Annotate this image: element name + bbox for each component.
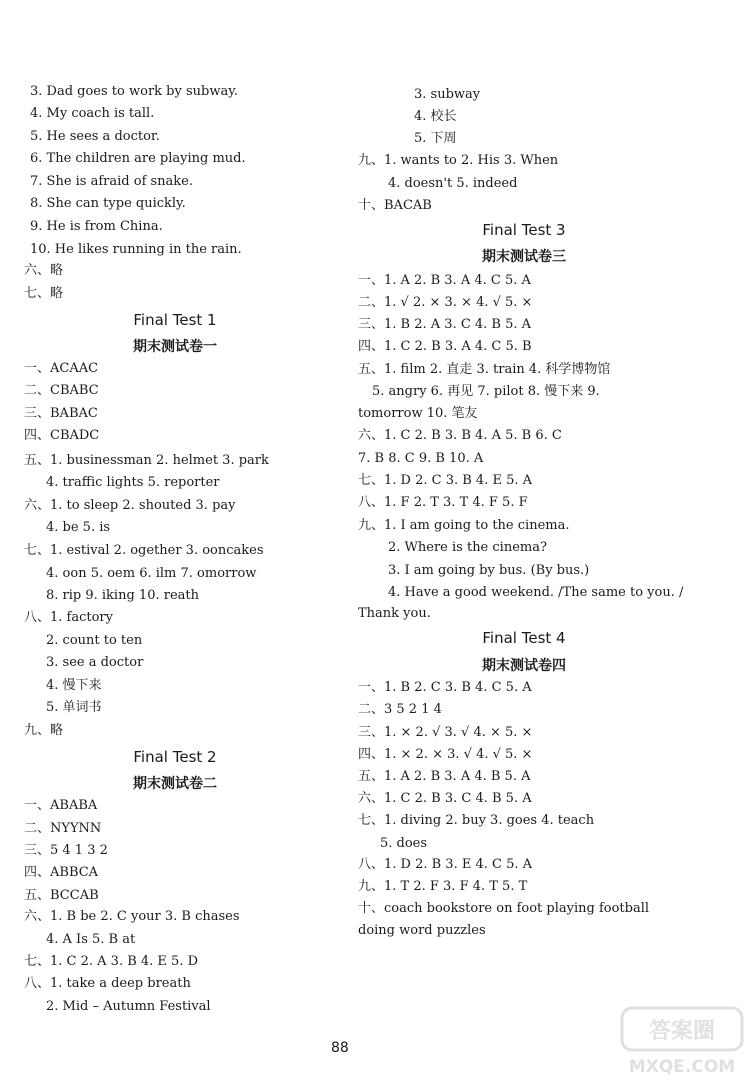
answer-line: 3. see a doctor [46,655,144,670]
answer-line: 六、1. C 2. B 3. C 4. B 5. A [358,791,532,806]
answer-line: 七、1. D 2. C 3. B 4. E 5. A [358,473,533,488]
section-heading: Final Test 2 [133,748,217,766]
answer-line: doing word puzzles [358,923,486,938]
answer-line: 8. She can type quickly. [30,196,186,211]
answer-line: 四、1. × 2. × 3. √ 4. √ 5. × [358,747,533,762]
answer-line: 七、1. estival 2. ogether 3. ooncakes [24,543,264,558]
answer-line: 二、1. √ 2. × 3. × 4. √ 5. × [358,295,533,310]
answer-line: 二、NYYNN [24,821,102,836]
answer-line: 5. He sees a doctor. [30,129,160,144]
answer-line: 十、coach bookstore on foot playing football [358,901,650,916]
watermark-url: MXQE.COM [628,1057,736,1077]
answer-line: 3. Dad goes to work by subway. [30,84,238,99]
answer-line: 八、1. factory [24,610,113,625]
answer-line: 九、1. I am going to the cinema. [358,518,570,533]
answer-line: 四、1. C 2. B 3. A 4. C 5. B [358,339,532,354]
answer-line: 五、1. businessman 2. helmet 3. park [24,453,269,468]
answer-line: 二、CBABC [24,383,99,398]
answer-line: 5. 单词书 [46,700,102,715]
answer-line: 5. angry 6. 再见 7. pilot 8. 慢下来 9. [372,384,600,399]
section-subheading: 期末测试卷四 [482,658,566,674]
answer-line: 六、略 [24,263,64,278]
answer-line: 4. be 5. is [46,520,111,535]
answer-line: 10. He likes running in the rain. [30,242,242,257]
answer-line: 七、1. C 2. A 3. B 4. E 5. D [24,954,199,969]
answer-line: 五、1. A 2. B 3. A 4. B 5. A [358,769,531,784]
answer-line: 3. I am going by bus. (By bus.) [388,563,590,578]
answer-line: 三、1. B 2. A 3. C 4. B 5. A [358,317,532,332]
answer-line: 九、1. wants to 2. His 3. When [358,153,559,168]
answer-line: 十、BACAB [358,198,432,213]
page-number: 88 [331,1040,349,1056]
answer-line: 一、ACAAC [24,361,99,376]
answer-line: 九、1. T 2. F 3. F 4. T 5. T [358,879,528,894]
answer-line: 4. traffic lights 5. reporter [46,475,220,490]
answer-line: 七、略 [24,286,64,301]
answer-line: 8. rip 9. iking 10. reath [46,588,199,603]
answer-line: 4. 慢下来 [46,678,102,693]
answer-line: 二、3 5 2 1 4 [358,702,442,717]
answer-line: 三、BABAC [24,406,98,421]
answer-line: 4. doesn't 5. indeed [388,176,518,191]
answer-line: 六、1. C 2. B 3. B 4. A 5. B 6. C [358,428,562,443]
answer-line: 八、1. take a deep breath [24,976,191,991]
answer-line: 3. subway [414,87,481,102]
answer-line: 四、ABBCA [24,865,99,880]
answer-line: 一、ABABA [24,798,98,813]
answer-line: 七、1. diving 2. buy 3. goes 4. teach [358,813,595,828]
section-heading: Final Test 3 [482,221,566,239]
answer-line: 2. Mid – Autumn Festival [46,999,211,1014]
answer-line: 6. The children are playing mud. [30,151,246,166]
answer-line: 4. oon 5. oem 6. ilm 7. omorrow [46,566,257,581]
answer-line: 三、5 4 1 3 2 [24,843,108,858]
answer-line: 三、1. × 2. √ 3. √ 4. × 5. × [358,725,533,740]
answer-line: 四、CBADC [24,428,100,443]
answer-line: 九、略 [24,723,64,738]
answer-line: 7. She is afraid of snake. [30,174,194,189]
answer-line: Thank you. [358,606,431,621]
answer-line: 一、1. B 2. C 3. B 4. C 5. A [358,680,532,695]
answer-line: tomorrow 10. 笔友 [358,406,478,421]
watermark-logo [620,1006,744,1078]
answer-line: 2. Where is the cinema? [388,540,547,555]
section-heading: Final Test 4 [482,629,566,647]
answer-line: 2. count to ten [46,633,143,648]
answer-line: 4. Have a good weekend. /The same to you. / [388,585,684,600]
section-heading: Final Test 1 [133,311,217,329]
answer-line: 六、1. B be 2. C your 3. B chases [24,909,240,924]
section-subheading: 期末测试卷一 [133,339,217,355]
answer-line: 六、1. to sleep 2. shouted 3. pay [24,498,236,513]
answer-line: 7. B 8. C 9. B 10. A [358,451,484,466]
answer-line: 五、1. film 2. 直走 3. train 4. 科学博物馆 [358,362,611,377]
answer-line: 八、1. D 2. B 3. E 4. C 5. A [358,857,533,872]
answer-line: 5. does [380,836,428,851]
answer-line: 4. 校长 [414,109,457,124]
answer-line: 五、BCCAB [24,888,99,903]
watermark-logo-text: 答案圈 [648,1019,716,1044]
section-subheading: 期末测试卷二 [133,776,217,792]
answer-line: 5. 下周 [414,131,457,146]
answer-line: 八、1. F 2. T 3. T 4. F 5. F [358,495,528,510]
answer-line: 9. He is from China. [30,219,163,234]
section-subheading: 期末测试卷三 [482,249,566,265]
answer-line: 一、1. A 2. B 3. A 4. C 5. A [358,273,531,288]
answer-line: 4. My coach is tall. [30,106,155,121]
answer-line: 4. A Is 5. B at [46,932,136,947]
